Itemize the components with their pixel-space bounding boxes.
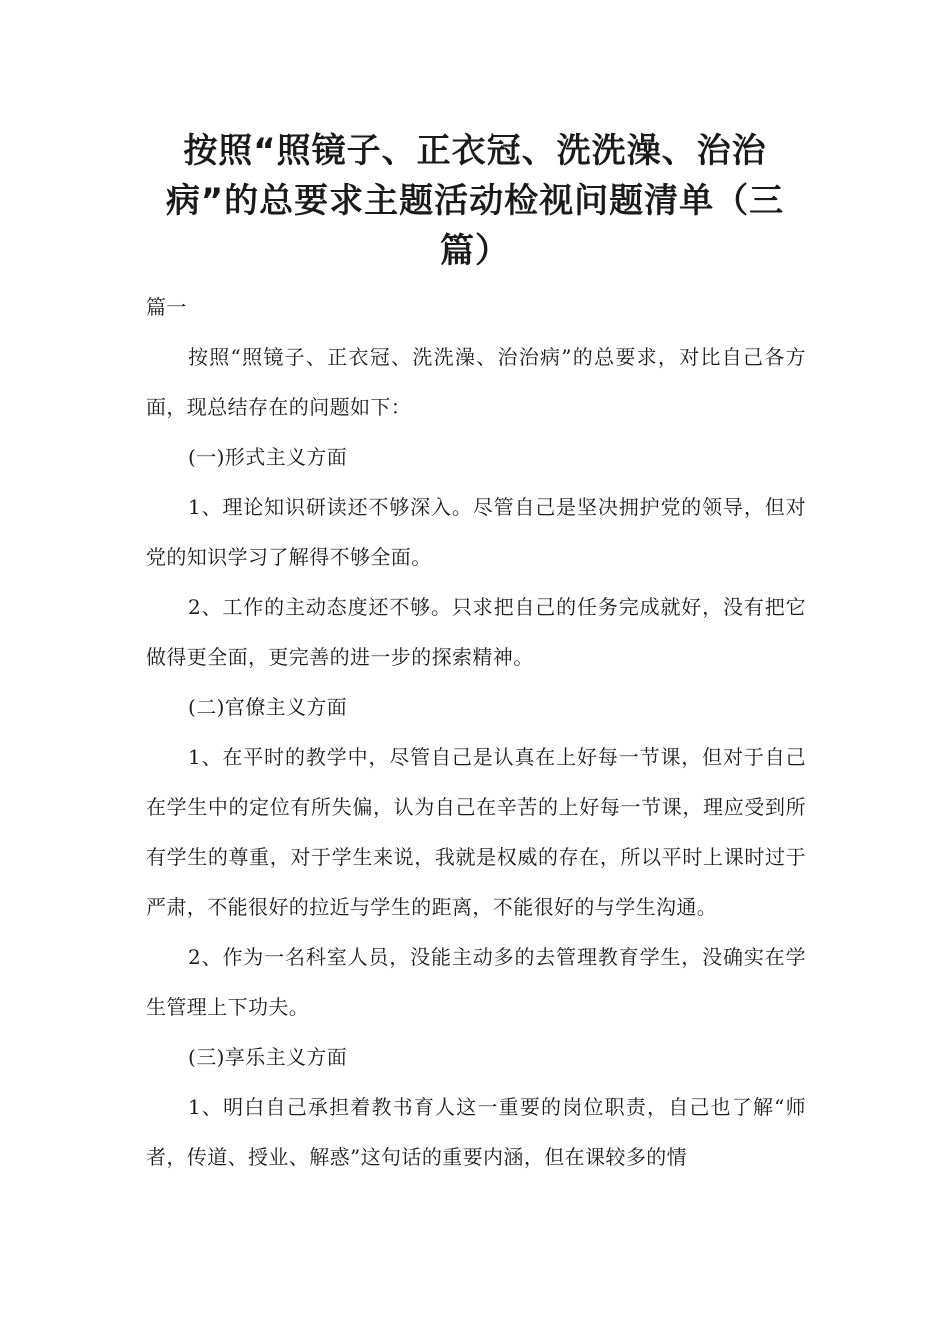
document-title [140, 126, 810, 276]
section-2-item-2: 2、作为一名科室人员，没能主动多的去管理教育学生，没确实在学生管理上下功夫。 [146, 945, 806, 1019]
section-2-item-1: 1、在平时的教学中，尽管自己是认真在上好每一节课，但对于自己在学生中的定位有所失偏，认为自己在辛苦的上好每一节课，理应受到所有学生的尊重，对于学生来说，我就是权威的存在，所以平时上课时过于严肃，不能很好的拉近与学生的距离，不能很好的与学生沟通。 [146, 745, 806, 919]
section-1-item-1: 1、理论知识研读还不够深入。尽管自己是坚决拥护党的领导，但对党的知识学习了解得不够全面。 [146, 495, 806, 569]
section-3-item-1: 1、明白自己承担着教书育人这一重要的岗位职责，自己也了解“师者，传道、授业、解惑”这句话的重要内涵，但在课较多的情 [146, 1095, 806, 1169]
section-heading-hedonism: (三)享乐主义方面 [188, 1045, 348, 1069]
title-line-3: 篇） [440, 231, 510, 271]
document-body [146, 282, 806, 1182]
title-line-1: 按照“照镜子、正衣冠、洗洗澡、治治 [183, 131, 767, 171]
intro-paragraph: 按照“照镜子、正衣冠、洗洗澡、治治病”的总要求，对比自己各方面，现总结存在的问题如下： [146, 345, 806, 419]
section-label: 篇一 [146, 295, 187, 319]
section-1-item-2: 2、工作的主动态度还不够。只求把自己的任务完成就好，没有把它做得更全面，更完善的进一步的探索精神。 [146, 595, 806, 669]
title-line-2: 病”的总要求主题活动检视问题清单（三 [165, 181, 785, 221]
section-heading-bureaucracy: (二)官僚主义方面 [188, 695, 348, 719]
section-heading-formalism: (一)形式主义方面 [188, 445, 348, 469]
